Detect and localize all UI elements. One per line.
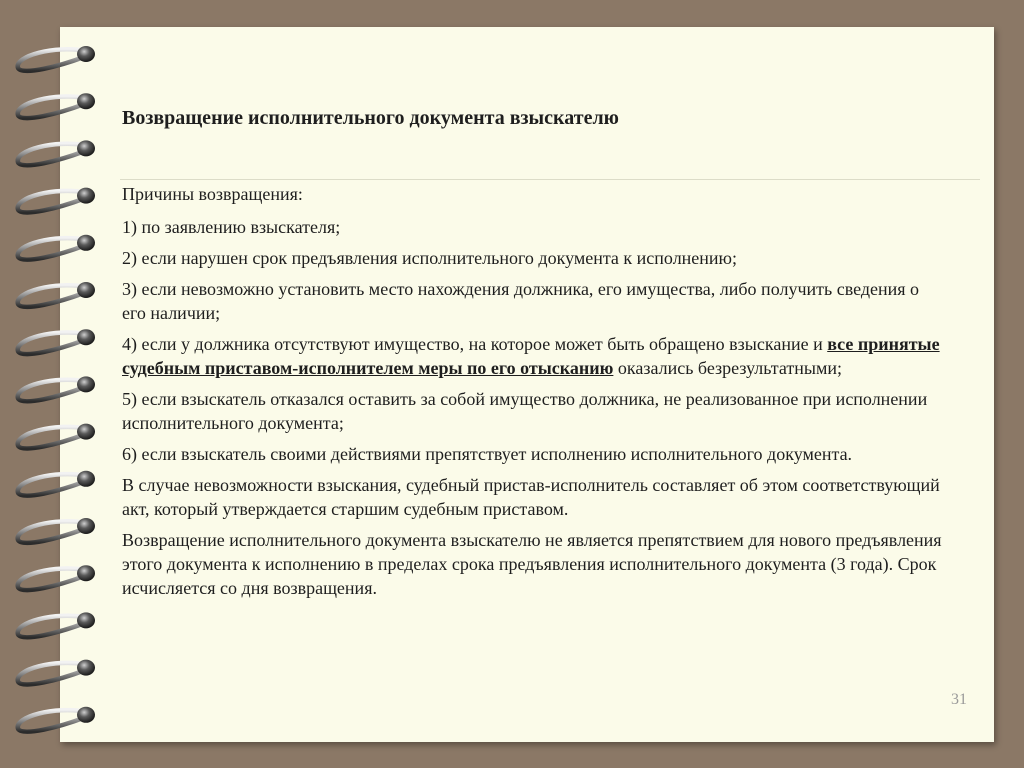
binding-ring [18,707,95,732]
reason-item-1: 1) по заявлению взыскателя; [122,217,341,237]
reason-item-4-emphasis: все принятые судебным приставом-исполнителем меры по его отысканию [122,334,940,378]
binding-ring [18,46,95,71]
note-resubmission: Возвращение исполнительного документа взыскателю не является препятствием для нового предъявления этого документа к исполнению в пределах срока предъявления исполнительного документа (3 года). Срок исчисляется со дня возвращения. [122,530,942,598]
reason-item-2: 2) если нарушен срок предъявления исполнительного документа к исполнению; [122,248,738,268]
binding-ring [18,565,95,590]
reason-item-5: 5) если взыскатель отказался оставить за собой имущество должника, не реализованное при исполнении исполнительного документа; [122,389,928,433]
reason-item-4 [122,332,942,380]
binding-ring [18,471,95,496]
slide-title: Возвращение исполнительного документа взыскателю [122,107,619,129]
spiral-binding [0,0,110,768]
binding-ring [18,660,95,685]
slide-number: 31 [951,691,967,708]
binding-ring [18,329,95,354]
binding-ring [18,282,95,307]
binding-ring [18,235,95,260]
binding-ring [18,424,95,449]
slide-body [122,182,942,607]
binding-ring [18,376,95,401]
reason-item-4-start: 4) если у должника отсутствуют имущество, на которое может быть обращено взыскание и [122,334,828,354]
binding-ring [18,518,95,543]
binding-ring [18,93,95,118]
reason-item-4-end: оказались безрезультатными; [613,358,843,378]
binding-ring [18,140,95,165]
note-act: В случае невозможности взыскания, судебный пристав-исполнитель составляет об этом соответствующий акт, который утверждается старшим судебным приставом. [122,475,940,519]
binding-ring [18,188,95,213]
binding-ring [18,612,95,637]
title-divider [120,179,980,180]
reasons-heading: Причины возвращения: [122,184,303,204]
reason-item-3: 3) если невозможно установить место нахождения должника, его имущества, либо получить сведения о его наличии; [122,279,920,323]
reason-item-6: 6) если взыскатель своими действиями препятствует исполнению исполнительного документа. [122,444,853,464]
